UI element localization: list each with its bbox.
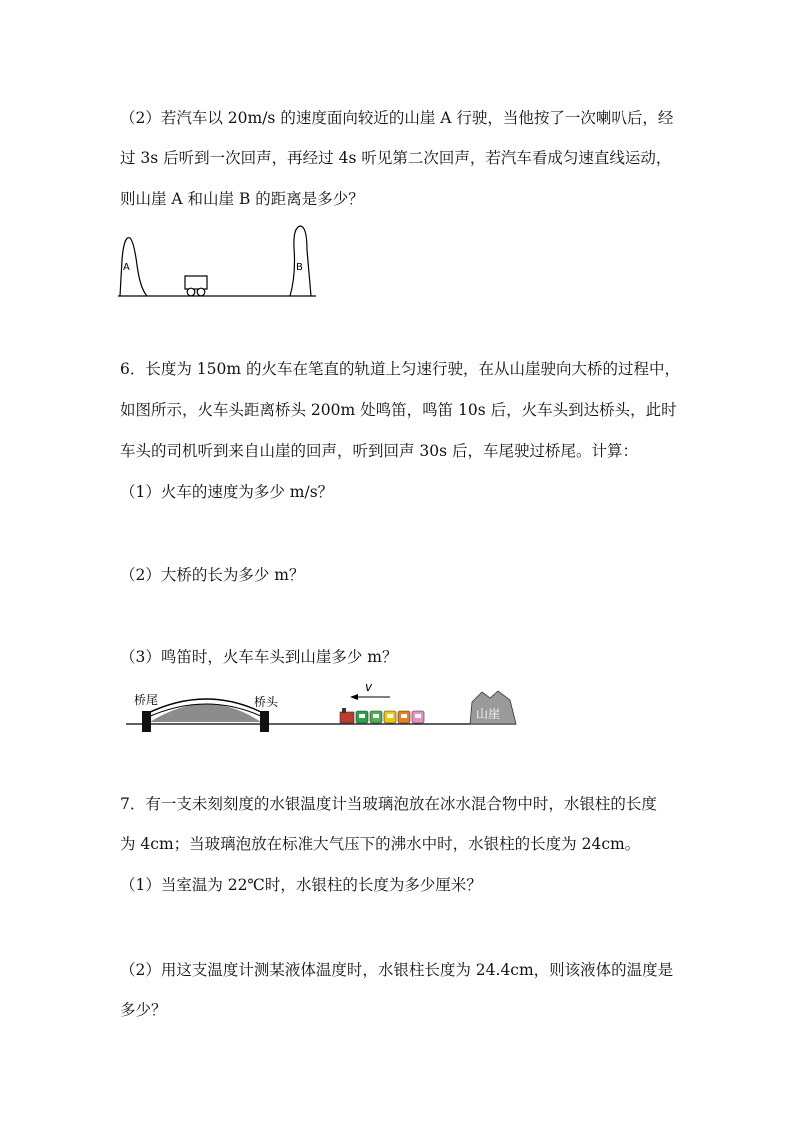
bridge-pier-head	[260, 711, 269, 732]
q7-sub1: （1）当室温为 22℃时，水银柱的长度为多少厘米？	[120, 876, 482, 894]
q6-line-3: 车头的司机听到来自山崖的回声，听到回声 30s 后，车尾驶过桥尾。计算：	[120, 442, 639, 460]
q6-sub2: （2）大桥的长为多少 m？	[120, 566, 305, 584]
q7-line-2: 为 4cm；当玻璃泡放在标准大气压下的沸水中时，水银柱的长度为 24cm。	[120, 835, 641, 853]
train-window-4	[401, 714, 407, 718]
bridge-head-label: 桥头	[254, 695, 279, 709]
cliff-label: 山崖	[476, 707, 501, 721]
q5-part2-line-2: 过 3s 后听到一次回声，再经过 4s 听见第二次回声，若汽车看成匀速直线运动，	[120, 149, 672, 167]
bridge-arch-fill	[150, 704, 261, 722]
train-window-1	[359, 714, 365, 718]
train-locomotive	[340, 712, 354, 723]
q7-sub2-line-2: 多少？	[120, 1001, 167, 1019]
q6-sub1: （1）火车的速度为多少 m/s？	[120, 483, 334, 501]
velocity-arrow-head	[350, 694, 358, 700]
train-window-3	[387, 714, 393, 718]
velocity-label: v	[365, 680, 373, 694]
cliff-b-label: B	[296, 262, 303, 273]
cliff-b-shape	[290, 226, 311, 296]
q6-sub3: （3）鸣笛时，火车车头到山崖多少 m？	[120, 648, 398, 666]
train-chimney	[342, 708, 346, 713]
q6-line-1: 6．长度为 150m 的火车在笔直的轨道上匀速行驶，在从山崖驶向大桥的过程中，	[120, 360, 681, 378]
car-body	[185, 276, 207, 289]
cliff-car-figure	[112, 220, 322, 302]
bridge-tail-label: 桥尾	[134, 693, 159, 707]
train-bridge-figure	[120, 676, 520, 740]
q5-part2-line-1: （2）若汽车以 20m/s 的速度面向较近的山崖 A 行驶，当他按了一次喇叭后，经	[120, 109, 674, 127]
cliff-a-label: A	[123, 262, 130, 273]
bridge-pier-tail	[142, 711, 151, 732]
train-window-5	[415, 714, 421, 718]
q7-sub2-line-1: （2）用这支温度计测某液体温度时，水银柱长度为 24.4cm，则该液体的温度是	[120, 961, 674, 979]
q7-line-1: 7．有一支未刻刻度的水银温度计当玻璃泡放在冰水混合物中时，水银柱的长度	[120, 795, 657, 813]
train-window-2	[373, 714, 379, 718]
q6-line-2: 如图所示，火车头距离桥头 200m 处鸣笛，鸣笛 10s 后，火车头到达桥头，此时	[120, 401, 677, 419]
train-icon	[340, 708, 424, 723]
car-wheel-left	[187, 288, 195, 296]
car-wheel-right	[197, 288, 205, 296]
q5-part2-line-3: 则山崖 A 和山崖 B 的距离是多少？	[120, 190, 364, 208]
